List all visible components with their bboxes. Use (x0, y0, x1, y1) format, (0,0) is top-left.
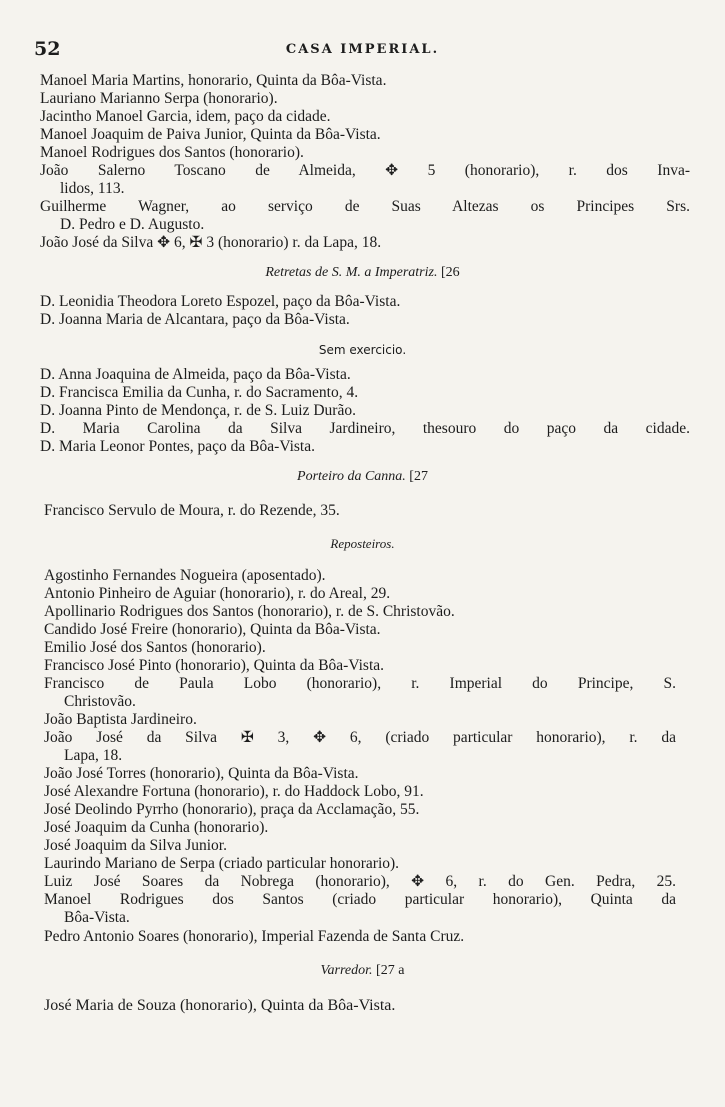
entry-line: D. Maria Leonor Pontes, paço da Bôa-Vista. (40, 438, 315, 455)
entry-line: D. Anna Joaquina de Almeida, paço da Bôa-Vista. (40, 366, 351, 383)
entry-line: Manoel Rodrigues dos Santos (criado particular honorario), Quinta da (44, 891, 676, 908)
entry-line: Guilherme Wagner, ao serviço de Suas Altezas os Principes Srs. (40, 198, 690, 215)
subheading-sem-exercicio: Sem exercicio. (318, 343, 407, 357)
section-heading-porteiro (0, 468, 725, 486)
entry-line-continued: D. Pedro e D. Augusto. (60, 216, 205, 233)
section-ref: [26 (440, 265, 460, 280)
section-heading-retretas (0, 264, 725, 282)
entry-line: Manoel Maria Martins, honorario, Quinta da Bôa-Vista. (40, 72, 387, 89)
entry-line: D. Maria Carolina da Silva Jardineiro, thesouro do paço da cidade. (40, 420, 690, 437)
entry-line: Laurindo Mariano de Serpa (criado particular honorario). (44, 855, 400, 872)
entry-line: Apollinario Rodrigues dos Santos (honorario), r. de S. Christovão. (44, 603, 455, 620)
entry-line-continued: lidos, 113. (60, 180, 125, 197)
entry-line: Antonio Pinheiro de Aguiar (honorario), r. do Areal, 29. (44, 585, 391, 602)
section-heading-varredor (0, 962, 725, 980)
section-title: Reposteiros. (330, 536, 395, 551)
entry-line: D. Joanna Maria de Alcantara, paço da Bôa-Vista. (40, 311, 350, 328)
entry-line-continued: Christovão. (64, 693, 136, 710)
entry-line: João José da Silva ✠ 3, ✥ 6, (criado particular honorario), r. da (44, 729, 676, 746)
entry-line: Manoel Rodrigues dos Santos (honorario). (40, 144, 304, 161)
entry-line: José Deolindo Pyrrho (honorario), praça da Acclamação, 55. (44, 801, 420, 818)
entry-line: Lauriano Marianno Serpa (honorario). (40, 90, 278, 107)
entry-line: Emilio José dos Santos (honorario). (44, 639, 266, 656)
entry-line: Candido José Freire (honorario), Quinta da Bôa-Vista. (44, 621, 381, 638)
entry-line: João Salerno Toscano de Almeida, ✥ 5 (honorario), r. dos Inva- (40, 162, 690, 179)
section-heading-reposteiros (0, 535, 725, 553)
section-title: Retretas de S. M. a Imperatriz. (265, 265, 438, 280)
entry-line-continued: Bôa-Vista. (64, 909, 130, 926)
section-ref: [27 (409, 469, 428, 484)
page-header (0, 38, 725, 64)
entry-line: Manoel Joaquim de Paiva Junior, Quinta da Bôa-Vista. (40, 126, 381, 143)
running-title: CASA IMPERIAL. (285, 42, 440, 57)
entry-line: José Joaquim da Silva Junior. (44, 837, 227, 854)
entry-line: D. Joanna Pinto de Mendonça, r. de S. Luiz Durão. (40, 402, 356, 419)
section-title: Varredor. (320, 963, 373, 978)
entry-line: José Joaquim da Cunha (honorario). (44, 819, 269, 836)
entry-line: D. Francisca Emilia da Cunha, r. do Sacramento, 4. (40, 384, 359, 401)
section-title: Porteiro da Canna. (297, 469, 406, 484)
entry-line: Pedro Antonio Soares (honorario), Imperial Fazenda de Santa Cruz. (44, 928, 465, 945)
entry-line-continued: Lapa, 18. (64, 747, 123, 764)
entry-line: Luiz José Soares da Nobrega (honorario), ✥ 6, r. do Gen. Pedra, 25. (44, 873, 676, 890)
entry-line: Francisco Servulo de Moura, r. do Rezende, 35. (44, 502, 340, 519)
entry-line: Francisco de Paula Lobo (honorario), r. Imperial do Principe, S. (44, 675, 676, 692)
entry-line: Agostinho Fernandes Nogueira (aposentado). (44, 567, 326, 584)
entry-line: D. Leonidia Theodora Loreto Espozel, paço da Bôa-Vista. (40, 293, 401, 310)
entry-line: José Maria de Souza (honorario), Quinta da Bôa-Vista. (44, 997, 396, 1014)
entry-line: João Baptista Jardineiro. (44, 711, 197, 728)
entry-line: José Alexandre Fortuna (honorario), r. do Haddock Lobo, 91. (44, 783, 424, 800)
entry-line: Jacintho Manoel Garcia, idem, paço da cidade. (40, 108, 331, 125)
entry-line: João José Torres (honorario), Quinta da Bôa-Vista. (44, 765, 359, 782)
entry-line: Francisco José Pinto (honorario), Quinta da Bôa-Vista. (44, 657, 385, 674)
section-ref: [27 a (376, 963, 405, 978)
page-number: 52 (34, 38, 61, 60)
entry-line: João José da Silva ✥ 6, ✠ 3 (honorario) r. da Lapa, 18. (40, 234, 382, 251)
